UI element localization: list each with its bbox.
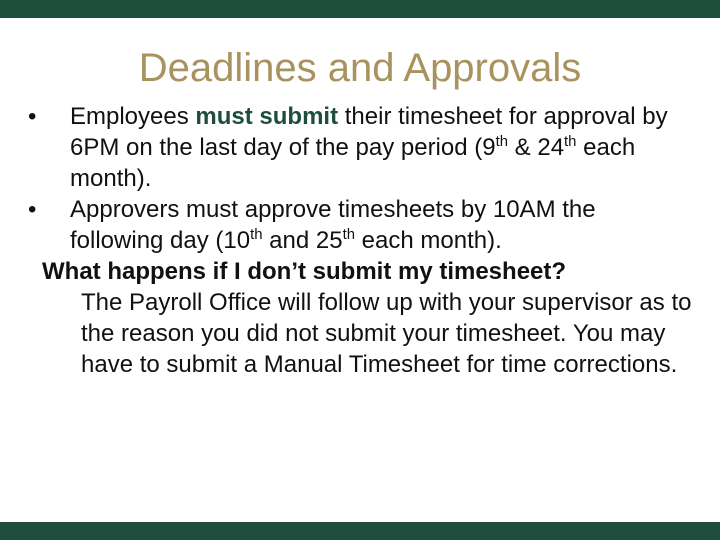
bullet-text-part: their timesheet for approval by 6PM on the last day of the pay period (9: [70, 103, 668, 161]
answer-paragraph: The Payroll Office will follow up with your supervisor as to the reason you did not submit your timesheet. You may have to submit a Manual Timesheet for time corrections.: [81, 289, 692, 378]
bottom-accent-bar: [0, 522, 720, 540]
bullet-text-part: and 25: [262, 227, 343, 254]
bullet-text-part: Employees: [70, 103, 196, 130]
ordinal-suffix: th: [342, 227, 355, 243]
bullet-text-part: & 24: [508, 134, 565, 161]
bullet-text-part: Approvers must approve timesheets by 10AM the following day (10: [70, 196, 596, 254]
slide-body: [0, 101, 720, 380]
ordinal-suffix: th: [250, 227, 263, 243]
bullet-icon: •: [28, 103, 37, 130]
bullet-text-part: each month).: [355, 227, 502, 254]
ordinal-suffix: th: [564, 134, 577, 150]
question-heading: What happens if I don’t submit my timesheet?: [42, 258, 567, 285]
ordinal-suffix: th: [495, 134, 508, 150]
bullet-icon: •: [28, 196, 37, 223]
bullet-text-part: each month).: [70, 134, 636, 192]
slide-title: Deadlines and Approvals: [138, 46, 582, 90]
bullet-item-approvers: [0, 194, 714, 256]
bullet-item-employees: [0, 101, 714, 194]
emphasis-must-submit: must submit: [195, 103, 339, 130]
top-accent-bar: [0, 0, 720, 18]
